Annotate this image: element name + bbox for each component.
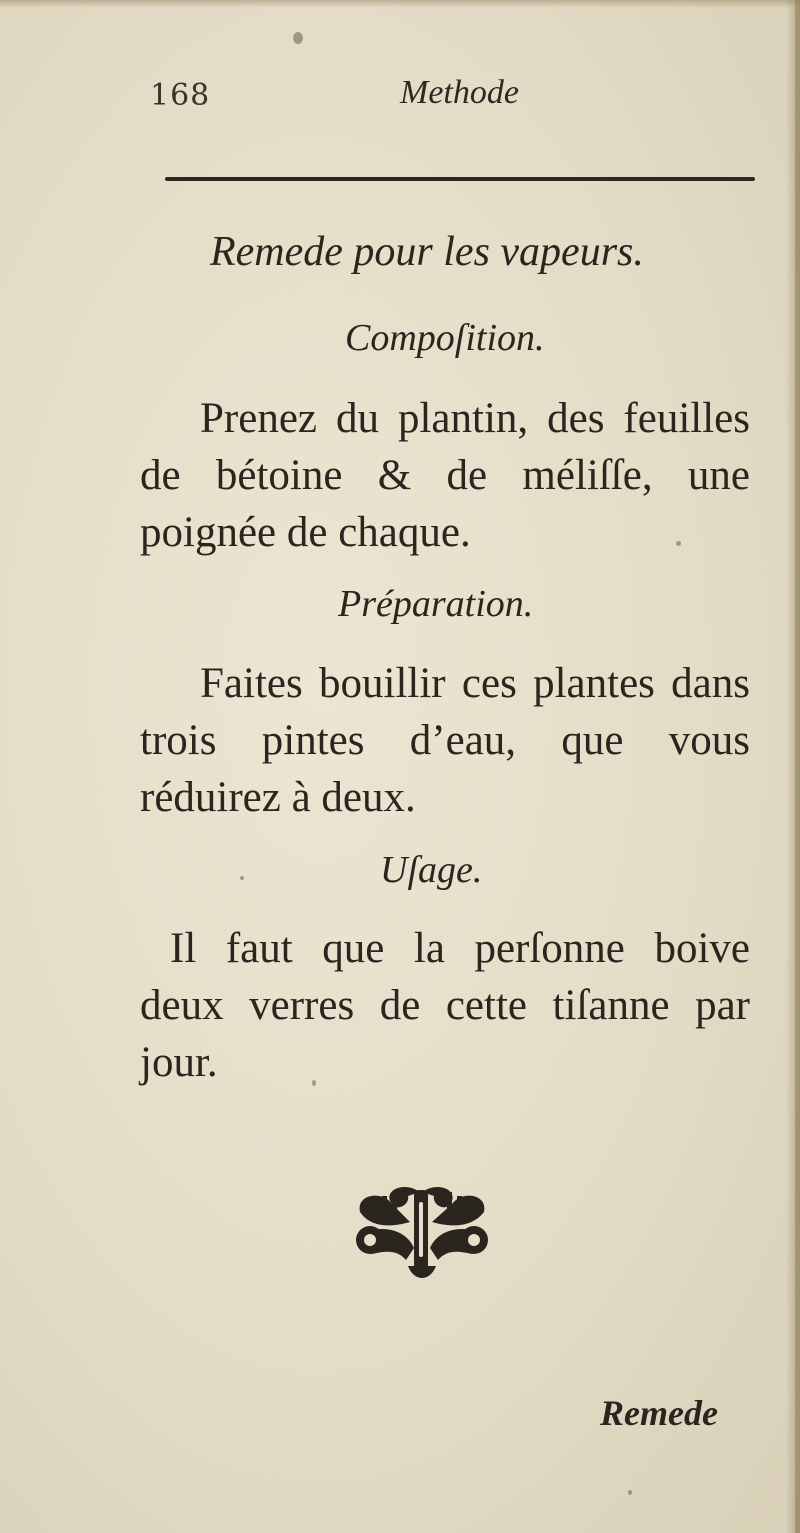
paper-speck: [628, 1490, 632, 1495]
paper-speck: [293, 32, 303, 44]
section-heading-composition: Compoſition.: [345, 317, 545, 359]
preparation-paragraph: Faites bouillir ces plantes dans trois pintes d’eau, que vous réduirez à deux.: [140, 660, 750, 821]
recipe-title: Remede pour les vapeurs.: [210, 229, 644, 275]
page-right-edge: [795, 0, 800, 1533]
composition-paragraph: Prenez du plantin, des feuilles de bétoine & de méliſſe, une poignée de chaque.: [140, 395, 750, 556]
paper-speck: [676, 541, 681, 546]
page-header: [140, 70, 760, 130]
section-heading-preparation: Préparation.: [338, 583, 534, 625]
running-head: Methode: [400, 74, 519, 111]
page-number: 168: [150, 78, 211, 113]
usage-paragraph: Il faut que la perſonne boive deux verres de cette tiſanne par jour.: [140, 925, 750, 1086]
paper-speck: [312, 1080, 316, 1086]
page-top-edge: [0, 0, 800, 8]
printers-ornament-icon: [352, 1182, 492, 1282]
section-heading-usage: Uſage.: [380, 849, 483, 891]
header-rule: [165, 177, 755, 181]
catchword: Remede: [600, 1393, 718, 1433]
paper-speck: [240, 876, 244, 880]
